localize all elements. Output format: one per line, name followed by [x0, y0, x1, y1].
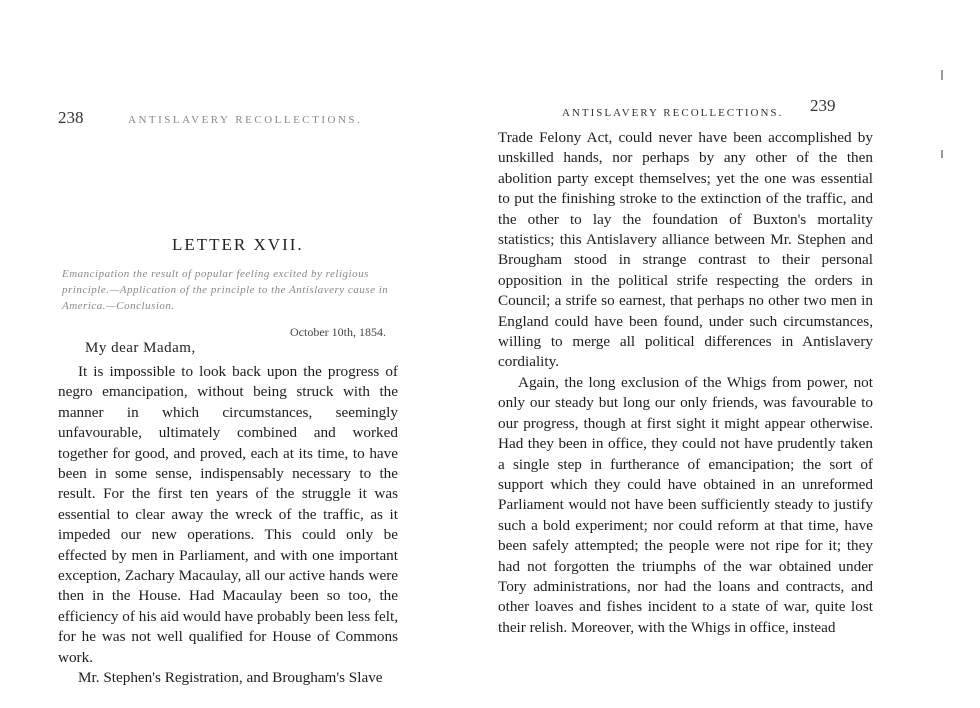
running-head: ANTISLAVERY RECOLLECTIONS. — [128, 114, 363, 126]
letter-summary: Emancipation the result of popular feeling excited by religious principle.—Application of the principle to the Antislavery cause in America.—Conclusion. — [62, 268, 389, 312]
paragraph: It is impossible to look back upon the progress of negro emancipation, without being struck with the manner in which circumstances, seemingly unfavourable, ultimately combined and worked together for good, and proved, each at its time, to have been in some sense, indispensably necessary to the result. For the first ten years of the struggle it was essential to clear away the wreck of the traffic, as it impeded our new operations. This could only be effected by men in Parliament, and with one important exception, Zachary Macaulay, all our active hands were then in the House. Had Macaulay been so too, the efficiency of his aid would have probably been less felt, for he was not well qualified for House of Commons work. — [58, 363, 398, 666]
page-number: 238 — [58, 108, 84, 127]
margin-mark — [941, 150, 943, 158]
running-head: ANTISLAVERY RECOLLECTIONS. — [562, 107, 784, 119]
salutation: My dear Madam, — [85, 340, 196, 356]
body-text — [58, 362, 398, 689]
paragraph: Trade Felony Act, could never have been accomplished by unskilled hands, nor perhaps by any other of the then abolition party except themselves; yet the one was essential to put the finishing stroke to the extinction of the traffic, and the other to lay the foundation of Buxton's mortality statistics; this Antislavery alliance between Mr. Stephen and Brougham stood in strange contrast to their personal opposition in the political strife respecting the orders in Council; a strife so earnest, that perhaps no other two men in England could have been found, under such circumstances, willing to merge all political differences in Antislavery cordiality. — [498, 129, 873, 371]
right-page — [490, 0, 980, 708]
margin-mark — [941, 70, 943, 80]
body-text — [498, 128, 873, 638]
letter-title: LETTER XVII. — [172, 235, 304, 254]
paragraph: Again, the long exclusion of the Whigs from power, not only our steady but long our only friends, was favourable to our progress, though at first sight it might appear otherwise. Had they been in office, they could not have prudently taken a single step in furtherance of emancipation; the sort of support which they could have obtained in an unreformed Parliament would not have been sufficiently steady to justify such a bold experiment; nor could reform at that time, have been safely attempted; the people were not ripe for it; they had not forgotten the triumphs of the war obtained under Tory administrations, nor had the loans and contracts, and other loaves and fishes incident to a state of war, quite lost their relish. Moreover, with the Whigs in office, instead — [498, 373, 873, 636]
paragraph: Mr. Stephen's Registration, and Brougham's Slave — [78, 669, 383, 687]
page-number: 239 — [810, 96, 836, 115]
letter-date: October 10th, 1854. — [290, 325, 386, 339]
